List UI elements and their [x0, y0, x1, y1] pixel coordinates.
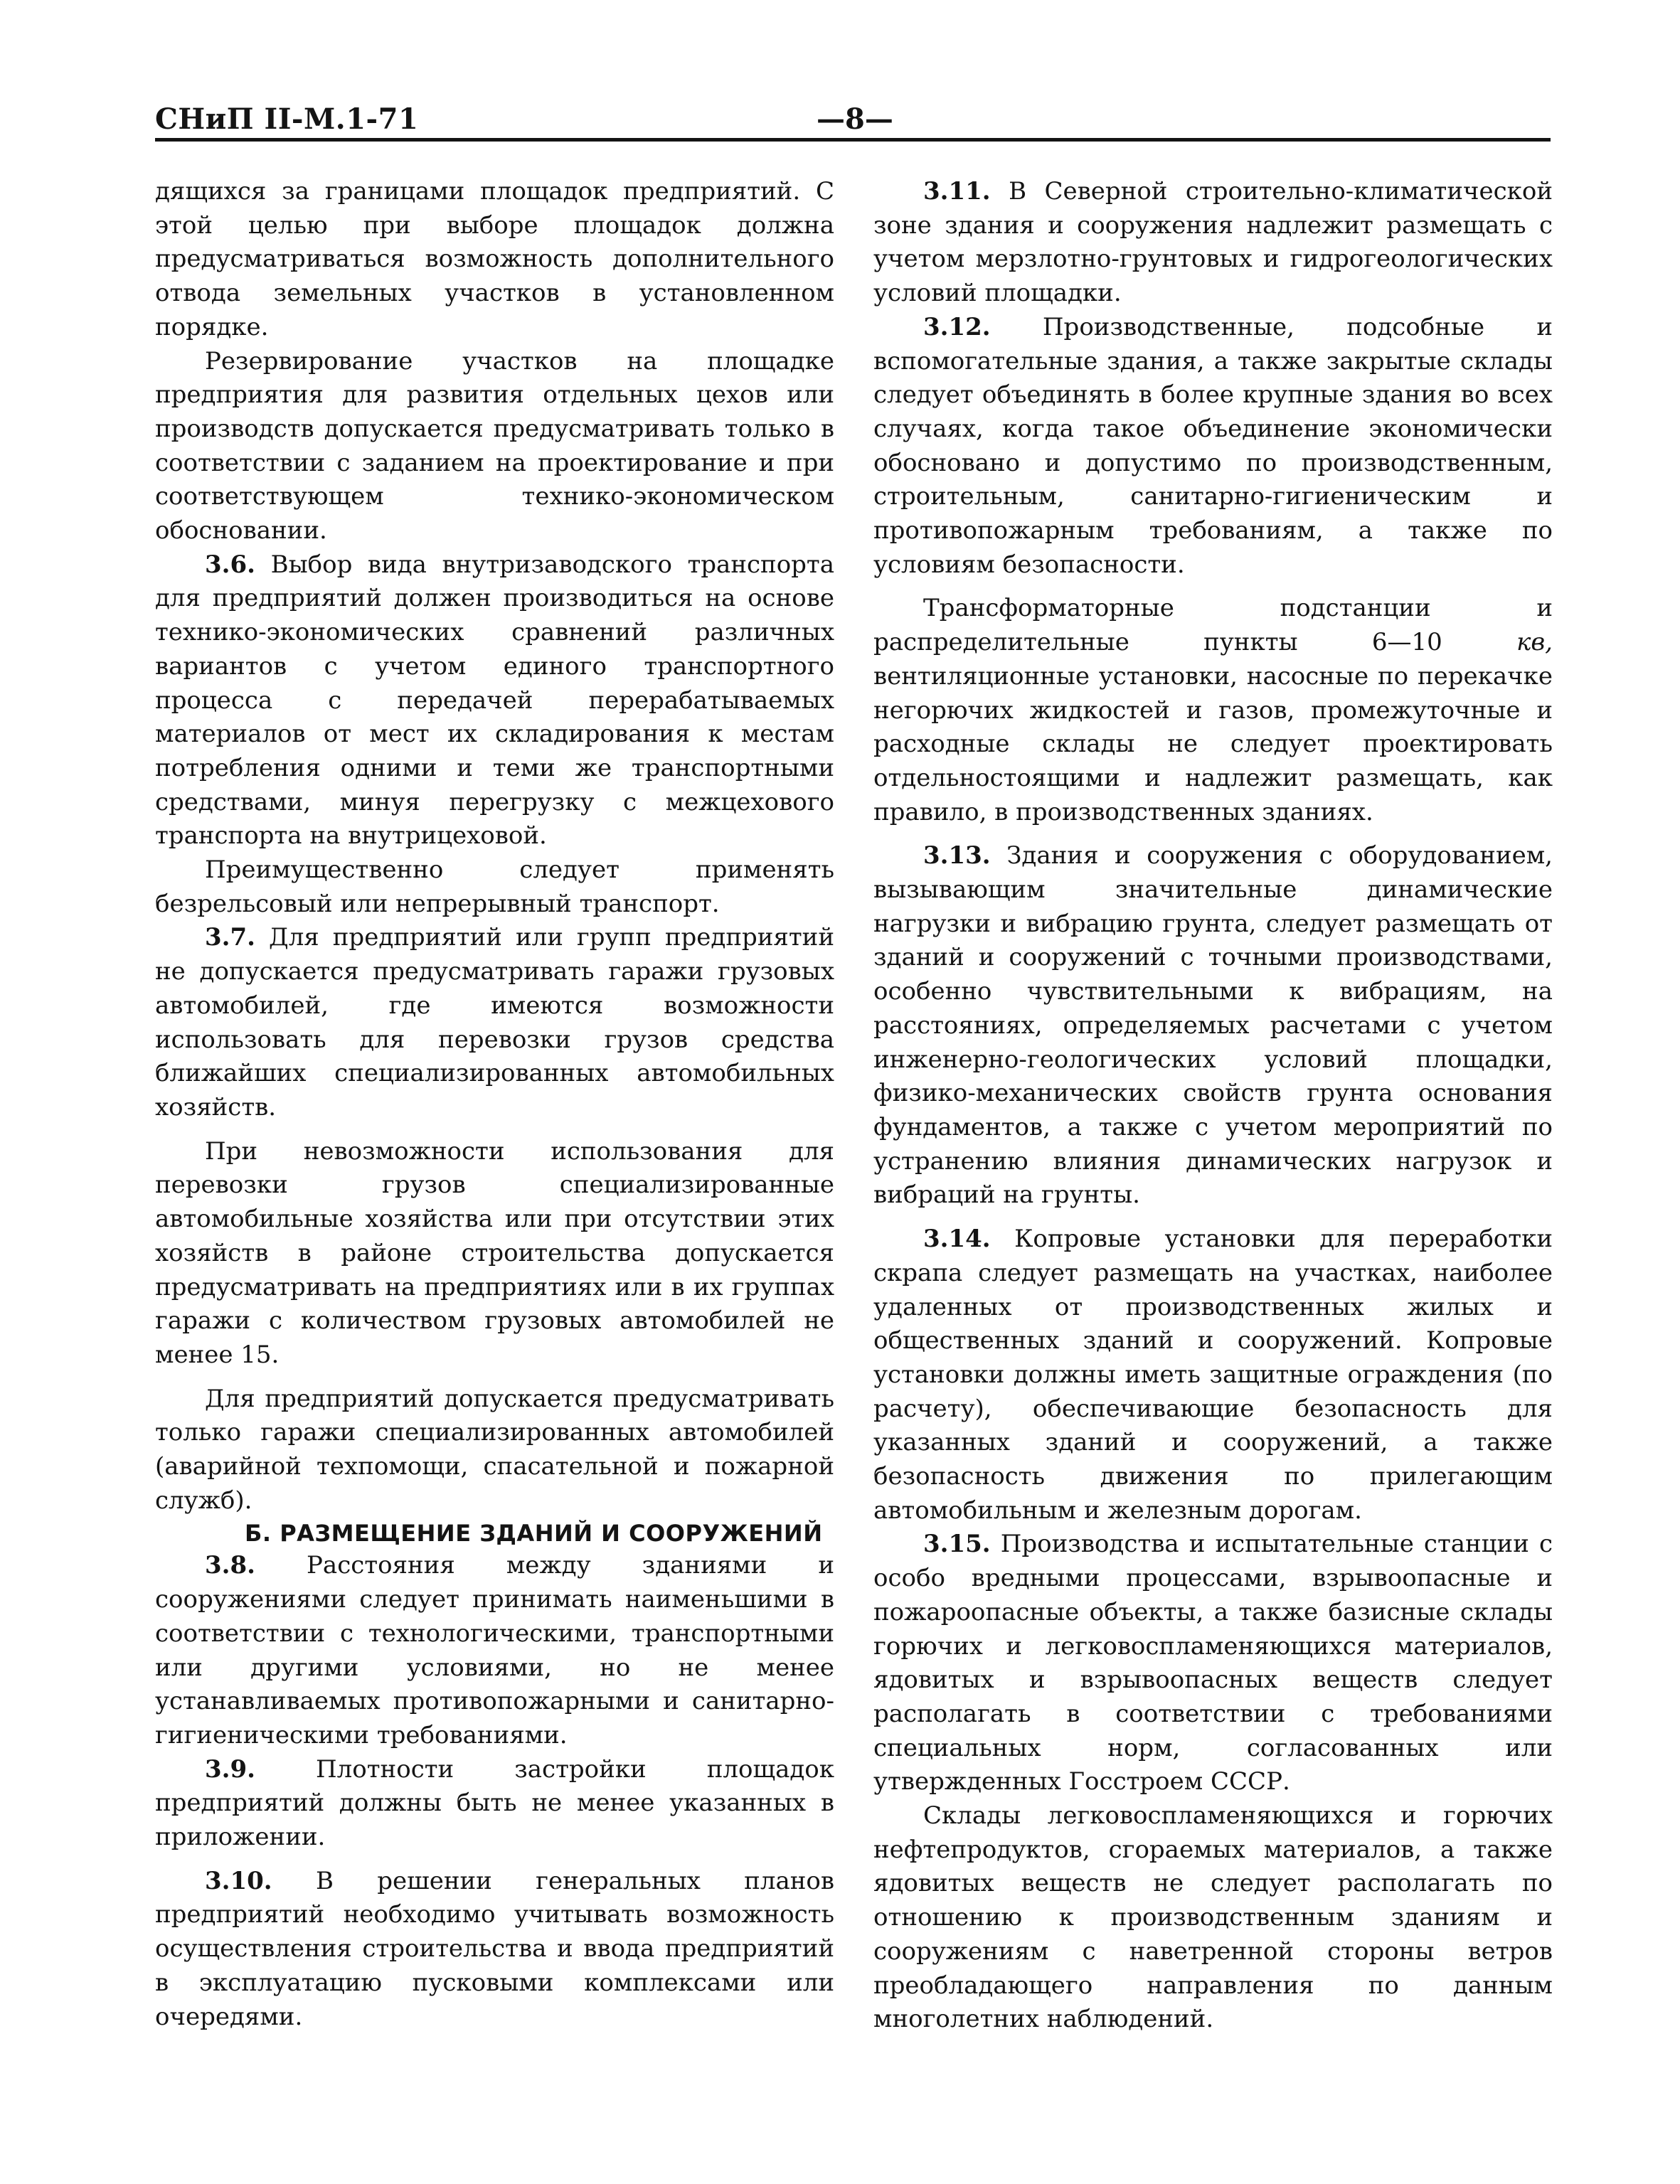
clause-text: Для предприятий или групп предприятий не допускается предусматривать гаражи грузовых автомобилей, где имеются возможности использовать для перевозки грузов средства ближайших специализированных автомобильных хозяйств.	[155, 923, 835, 1122]
paragraph-special-garages: Для предприятий допускается предусматривать только гаражи специализированных автомобилей (аварийной техпомощи, спасательной и пожарной служб).	[155, 1384, 834, 1515]
clause-number: 3.13.	[923, 841, 991, 870]
clause-text: Производственные, подсобные и вспомогательные здания, а также закрытые склады следует объединять в более крупные здания во всех случаях, когда такое объединение экономически обосновано и допустимо по производственным, строительным, санитарно-гигиеническим и противопожарным требованиям, а также по условиям безопасности.	[873, 312, 1553, 579]
clause-text: В решении генеральных планов предприятий необходимо учитывать возможность осуществления строительства и ввода предприятий в эксплуатацию пусковыми комплексами или очередями.	[155, 1866, 834, 2031]
clause-3-7	[155, 921, 834, 1124]
section-heading: Б. РАЗМЕЩЕНИЕ ЗДАНИЙ И СООРУЖЕНИЙ	[245, 1520, 823, 1548]
paragraph-transport-preference: Преимущественно следует применять безрельсовый или непрерывный транспорт.	[155, 856, 834, 918]
clause-3-9	[155, 1753, 834, 1855]
clause-3-15	[873, 1528, 1553, 1799]
clause-3-14	[873, 1222, 1553, 1528]
clause-number: 3.7.	[205, 923, 255, 952]
clause-number: 3.11.	[923, 177, 991, 206]
paragraph-flammable-storage: Склады легковоспламеняющихся и горючих нефтепродуктов, сгораемых материалов, а также ядовитых веществ не следует располагать по отношению к производственным зданиям и сооружениям с наветренной стороны ветров преобладающего направления по данным многолетних наблюдений.	[873, 1801, 1553, 2034]
left-column	[155, 175, 834, 2034]
paragraph-continuation: дящихся за границами площадок предприятий. С этой целью при выборе площадок должна предусматриваться возможность дополнительного отвода земельных участков в установленном порядке.	[155, 177, 834, 341]
paragraph-garages-exception: При невозможности использования для перевозки грузов специализированные автомобильные хозяйства или при отсутствии этих хозяйств в районе строительства допускается предусматривать на предприятиях или в их группах гаражи с количеством грузовых автомобилей не менее 15.	[155, 1136, 834, 1369]
document-code: СНиП II-М.1-71	[155, 102, 419, 136]
page-header	[155, 100, 1549, 141]
unit-text: кв,	[1516, 628, 1553, 657]
clause-3-13	[873, 839, 1553, 1213]
clause-3-8	[155, 1549, 834, 1752]
clause-3-6	[155, 548, 834, 853]
clause-number: 3.10.	[205, 1866, 272, 1895]
clause-text: Плотности застройки площадок предприятий должны быть не менее указанных в приложении.	[155, 1754, 834, 1852]
clause-text: Выбор вида внутризаводского транспорта для предприятий должен производиться на основе технико-экономических сравнений различных вариантов с учетом единого транспортного процесса с передачей перерабатываемых материалов от мест их складирования к местам потребления одними и теми же транспортными средствами, минуя перегрузку с межцехового транспорта на внутрицеховой.	[155, 550, 835, 851]
text-part: вентиляционные установки, насосные по перекачке негорючих жидкостей и газов, промежуточные и расходные склады не следует проектировать отдельностоящими и надлежит размещать, как правило, в производственных зданиях.	[873, 661, 1553, 826]
text-part: Трансформаторные подстанции и распределительные пункты 6—10	[873, 594, 1553, 657]
clause-text: Здания и сооружения с оборудованием, вызывающим значительные динамические нагрузки и вибрацию грунта, следует размещать от зданий и сооружений с точными производствами, особенно чувствительными к вибрациям, на расстояниях, определяемых расчетами с учетом инженерно-геологических условий площадки, физико-механических свойств грунта основания фундаментов, а также с учетом мероприятий по устранению влияния динамических нагрузок и вибраций на грунты.	[873, 841, 1553, 1210]
clause-number: 3.12.	[923, 312, 991, 341]
clause-text: Расстояния между зданиями и сооружениями следует принимать наименьшими в соответствии с технологическими, транспортными или другими условиями, но не менее устанавливаемых противопожарными и санитарно-гигиеническими требованиями.	[155, 1551, 834, 1749]
clause-3-12	[873, 311, 1553, 582]
paragraph-reserve-plots: Резервирование участков на площадке предприятия для развития отдельных цехов или производств допускается предусматривать только в соответствии с заданием на проектирование и при соответствующем технико-экономическом обосновании.	[155, 346, 834, 545]
clause-3-10	[155, 1865, 834, 2035]
clause-number: 3.8.	[205, 1551, 255, 1580]
clause-text: Копровые установки для переработки скрапа следует размещать на участках, наиболее удаленных от производственных жилых и общественных зданий и сооружений. Копровые установки должны иметь защитные ограждения (по расчету), обеспечивающие безопасность для указанных зданий и сооружений, а также безопасность движения по прилегающим автомобильным и железным дорогам.	[873, 1225, 1553, 1525]
clause-number: 3.14.	[923, 1225, 991, 1254]
right-column	[873, 175, 1553, 2037]
clause-number: 3.9.	[205, 1754, 255, 1784]
clause-text: В Северной строительно-климатической зоне здания и сооружения надлежит размещать с учетом мерзлотно-грунтовых и гидрогеологических условий площадки.	[873, 177, 1553, 308]
header-rule	[155, 138, 1551, 142]
paragraph-transformer-substations	[873, 592, 1553, 829]
clause-number: 3.6.	[205, 550, 255, 579]
clause-3-11	[873, 175, 1553, 311]
clause-text: Производства и испытательные станции с особо вредными процессами, взрывоопасные и пожароопасные объекты, а также базисные склады горючих и легковоспламеняющихся материалов, ядовитых и взрывоопасных веществ следует располагать в соответствии с требованиями специальных норм, согласованных или утвержденных Госстроем СССР.	[873, 1530, 1553, 1796]
clause-number: 3.15.	[923, 1530, 991, 1559]
page-number: —8—	[817, 102, 893, 136]
